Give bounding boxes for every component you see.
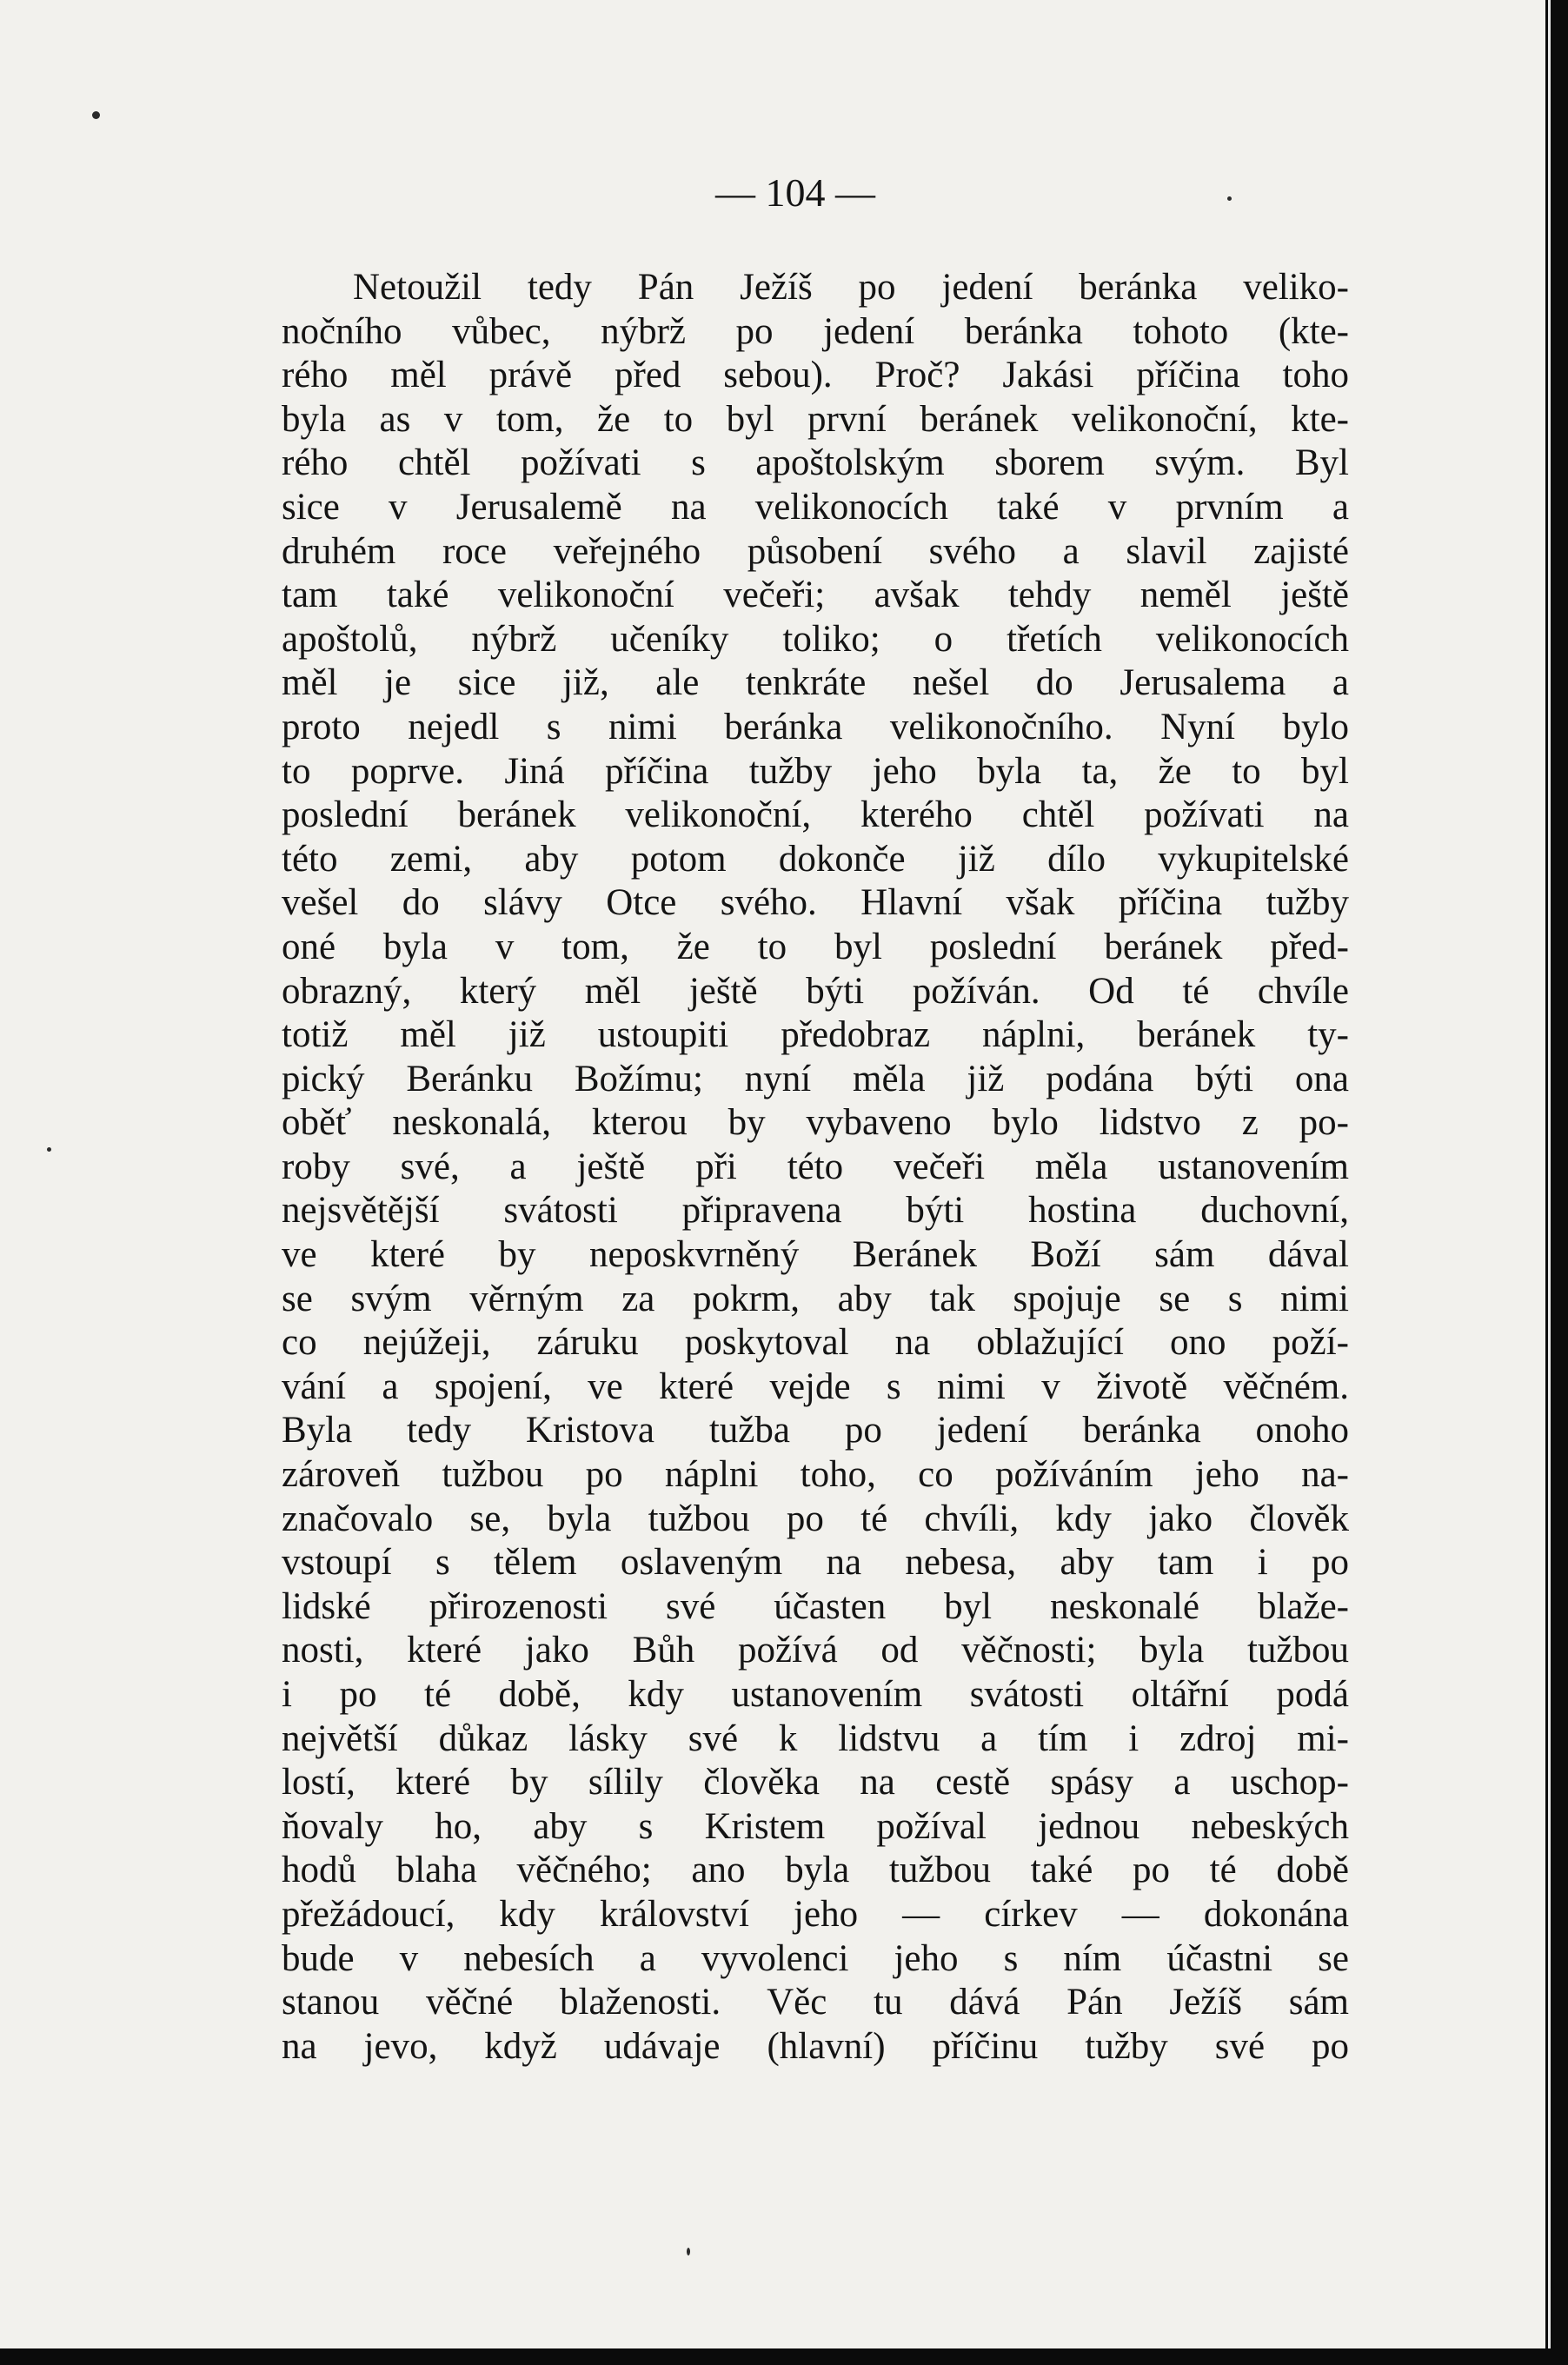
scan-speck [92, 111, 100, 119]
text-line: lostí, které by sílily člověka na cestě spásy a uschop- [282, 1762, 1349, 1804]
text-line: ve které by neposkvrněný Beránek Boží sám dával [282, 1234, 1349, 1276]
text-line: ňovaly ho, aby s Kristem požíval jednou nebeských [282, 1805, 1349, 1847]
text-line: lidské přirozenosti své účasten byl neskonalé blaže- [282, 1585, 1349, 1627]
text-line: totiž měl již ustoupiti předobraz náplni, beránek ty- [282, 1014, 1349, 1056]
text-line: oběť neskonalá, kterou by vybaveno bylo lidstvo z po- [282, 1102, 1349, 1144]
text-line: Byla tedy Kristova tužba po jedení beránka onoho [282, 1410, 1349, 1452]
text-line: i po té době, kdy ustanovením svátosti oltářní podá [282, 1674, 1349, 1715]
text-line: poslední beránek velikonoční, kterého chtěl požívati na [282, 794, 1349, 836]
text-line: apoštolů, nýbrž učeníky toliko; o třetích velikonocích [282, 618, 1349, 660]
text-line: bude v nebesích a vyvolenci jeho s ním účastni se [282, 1937, 1349, 1979]
text-line: zároveň tužbou po náplni toho, co požíváním jeho na- [282, 1454, 1349, 1496]
text-line: rého chtěl požívati s apoštolským sborem svým. Byl [282, 442, 1349, 484]
text-line: roby své, a ještě při této večeři měla ustanovením [282, 1146, 1349, 1187]
text-line: to poprve. Jiná příčina tužby jeho byla ta, že to byl [282, 750, 1349, 792]
text-line: tam také velikonoční večeři; avšak tehdy neměl ještě [282, 575, 1349, 616]
scan-speck [687, 2248, 690, 2255]
scan-speck [1227, 196, 1232, 201]
page-number: — 104 — [715, 170, 875, 215]
text-line: nočního vůbec, nýbrž po jedení beránka tohoto (kte- [282, 310, 1349, 352]
text-line: pický Beránku Božímu; nyní měla již podána býti ona [282, 1058, 1349, 1099]
scan-bottom-edge [0, 2348, 1568, 2365]
text-line: vání a spojení, ve které vejde s nimi v životě věčném. [282, 1365, 1349, 1407]
text-line: obrazný, který měl ještě býti požíván. Od té chvíle [282, 970, 1349, 1012]
binding-line [1548, 0, 1551, 2365]
text-line: rého měl právě před sebou). Proč? Jakási příčina toho [282, 355, 1349, 396]
text-line: co nejúžeji, záruku poskytoval na oblažující ono poží- [282, 1322, 1349, 1364]
text-line: nejsvětější svátosti připravena býti hostina duchovní, [282, 1190, 1349, 1232]
text-line: oné byla v tom, že to byl poslední beránek před- [282, 926, 1349, 967]
text-line: proto nejedl s nimi beránka velikonočního. Nyní bylo [282, 706, 1349, 747]
text-line: této zemi, aby potom dokonče již dílo vykupitelské [282, 838, 1349, 880]
text-line: byla as v tom, že to byl první beránek velikonoční, kte- [282, 398, 1349, 440]
text-line: značovalo se, byla tužbou po té chvíli, kdy jako člověk [282, 1498, 1349, 1539]
text-line: druhém roce veřejného působení svého a slavil zajisté [282, 530, 1349, 572]
text-line: na jevo, když udávaje (hlavní) příčinu tužby své po [282, 2025, 1349, 2067]
text-line: přežádoucí, kdy království jeho — církev — dokonána [282, 1893, 1349, 1935]
text-line: Netoužil tedy Pán Ježíš po jedení beránka veliko- [353, 267, 1349, 308]
text-line: nosti, které jako Bůh požívá od věčnosti; byla tužbou [282, 1630, 1349, 1671]
text-line: největší důkaz lásky své k lidstvu a tím i zdroj mi- [282, 1717, 1349, 1759]
text-line: vstoupí s tělem oslaveným na nebesa, aby tam i po [282, 1542, 1349, 1584]
text-line: se svým věrným za pokrm, aby tak spojuje se s nimi [282, 1278, 1349, 1319]
text-line: stanou věčné blaženosti. Věc tu dává Pán Ježíš sám [282, 1982, 1349, 2023]
scan-speck [47, 1147, 51, 1152]
text-line: vešel do slávy Otce svého. Hlavní však příčina tužby [282, 882, 1349, 924]
body-text [282, 266, 1349, 2069]
text-line: měl je sice již, ale tenkráte nešel do Jerusalema a [282, 662, 1349, 704]
text-line: hodů blaha věčného; ano byla tužbou také po té době [282, 1850, 1349, 1891]
text-line: sice v Jerusalemě na velikonocích také v prvním a [282, 486, 1349, 528]
